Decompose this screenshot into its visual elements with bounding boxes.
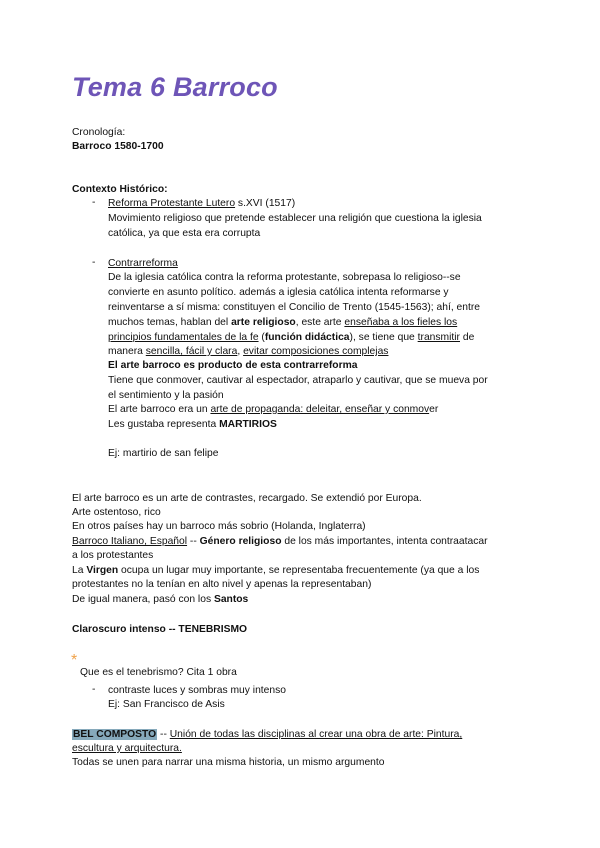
paragraph-line: Barroco Italiano, Español -- Género religioso de los más importantes, intenta contraatacar — [72, 536, 488, 547]
claroscuro-heading: Claroscuro intenso -- TENEBRISMO — [72, 624, 248, 635]
paragraph-line: Ej: martirio de san felipe — [108, 448, 219, 459]
paragraph-line: Arte ostentoso, rico — [72, 507, 161, 518]
question-line: Que es el tenebrismo? Cita 1 obra — [80, 667, 237, 678]
list-bullet: - — [92, 197, 96, 208]
paragraph-line: El arte barroco era un arte de propaganda: deleitar, enseñar y conmover — [108, 404, 439, 415]
bel-composto-tag: BEL COMPOSTO — [73, 729, 157, 740]
contrarreforma-title: Contrarreforma — [108, 258, 178, 269]
paragraph-line-bold: El arte barroco es producto de esta contrarreforma — [108, 360, 358, 371]
star-icon: * — [71, 652, 78, 669]
page-title: Tema 6 Barroco — [72, 72, 278, 102]
list-bullet: - — [92, 257, 96, 268]
paragraph-line: a los protestantes — [72, 550, 154, 561]
paragraph-line: De igual manera, pasó con los Santos — [72, 594, 249, 605]
paragraph-line: principios fundamentales de la fe (función didáctica), se tiene que transmitir de — [108, 332, 475, 343]
list-item: Reforma Protestante Lutero s.XVI (1517) — [108, 198, 296, 209]
paragraph-line: De la iglesia católica contra la reforma protestante, sobrepasa lo religioso--se — [108, 272, 461, 283]
paragraph-line: Ej: San Francisco de Asis — [108, 699, 225, 710]
paragraph-line: contraste luces y sombras muy intenso — [108, 685, 286, 696]
paragraph-line: El arte barroco es un arte de contrastes, recargado. Se extendió por Europa. — [72, 493, 422, 504]
paragraph-line: muchos temas, hablan del arte religioso, este arte enseñaba a los fieles los — [108, 317, 458, 328]
cronologia-label: Cronología: — [72, 127, 126, 138]
paragraph-line: Les gustaba representa MARTIRIOS — [108, 419, 277, 430]
paragraph-line: BEL COMPOSTO -- Unión de todas las disciplinas al crear una obra de arte: Pintura, — [73, 729, 463, 740]
paragraph-line: Movimiento religioso que pretende establecer una religión que cuestiona la iglesia — [108, 213, 482, 224]
paragraph-line: protestantes no la tenían en alto nivel y apenas la representaban) — [72, 579, 372, 590]
cronologia-value: Barroco 1580-1700 — [72, 141, 164, 152]
list-bullet: - — [92, 684, 96, 695]
reforma-link-text: Reforma Protestante Lutero — [108, 198, 236, 209]
paragraph-line: Todas se unen para narrar una misma historia, un mismo argumento — [72, 757, 385, 768]
paragraph-line: convierte en asunto político. además a iglesia católica intenta reformarse y — [108, 287, 449, 298]
paragraph-line: escultura y arquitectura. — [72, 743, 182, 754]
paragraph-line: manera sencilla, fácil y clara, evitar composiciones complejas — [108, 346, 389, 357]
paragraph-line: La Virgen ocupa un lugar muy importante, se representaba frecuentemente (ya que a los — [72, 565, 480, 576]
paragraph-line: reinventarse a sí misma: constituyen el Concilio de Trento (1545-1563); ahí, entre — [108, 302, 481, 313]
paragraph-line: el sentimiento y la pasión — [108, 390, 224, 401]
paragraph-line: En otros países hay un barroco más sobrio (Holanda, Inglaterra) — [72, 521, 366, 532]
paragraph-line: Tiene que conmover, cautivar al espectador, atraparlo y cautivar, que se mueva por — [108, 375, 488, 386]
contexto-heading: Contexto Histórico: — [72, 184, 168, 195]
paragraph-line: católica, ya que esta era corrupta — [108, 228, 261, 239]
